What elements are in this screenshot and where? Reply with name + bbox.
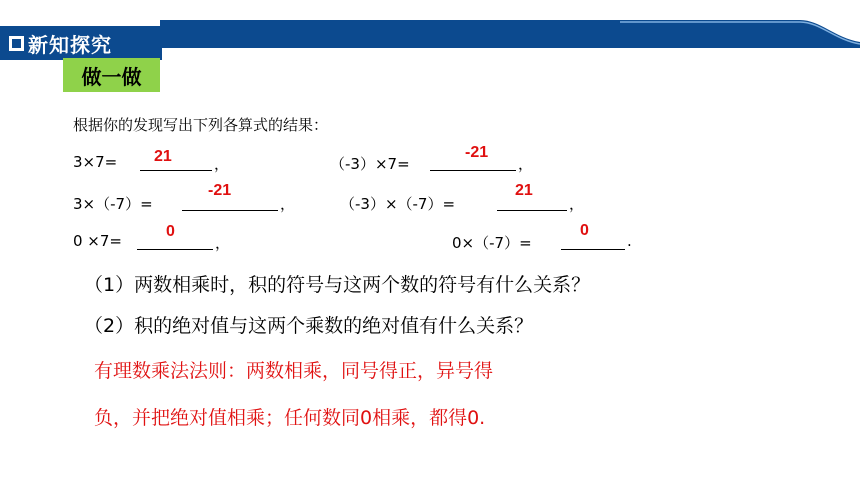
answer-value: -21: [208, 182, 232, 199]
answer-value: 0: [580, 222, 589, 239]
equation-tail: ，: [569, 195, 585, 213]
section-tab: [0, 26, 162, 60]
rule-line-2: 负，并把绝对值相乘；任何数同0相乘，都得0.: [94, 407, 486, 429]
equation-left: 0 ×7=: [73, 232, 122, 250]
activity-label: 做一做: [63, 58, 160, 92]
answer-blank: [140, 152, 212, 171]
equation-left: 0×（-7）=: [452, 234, 532, 252]
equation-tail: ，: [215, 234, 231, 252]
prompt-text: 根据你的发现写出下列各算式的结果：: [73, 116, 329, 134]
equation-tail: ，: [214, 155, 230, 173]
equation-tail: ，: [280, 195, 296, 213]
answer-value: -21: [465, 144, 489, 161]
square-icon: [9, 36, 24, 51]
question-2: （2）积的绝对值与这两个乘数的绝对值有什么关系？: [84, 315, 534, 337]
question-1: （1）两数相乘时，积的符号与这两个数的符号有什么关系？: [84, 274, 591, 296]
section-title: 新知探究: [28, 32, 112, 57]
equation-tail: .: [627, 232, 632, 250]
equation-left: 3×（-7）=: [73, 195, 153, 213]
answer-blank: [137, 231, 213, 250]
answer-blank: [561, 231, 625, 250]
header-curve-decoration: [620, 8, 860, 48]
equation-left: 3×7=: [73, 153, 118, 171]
answer-value: 21: [154, 148, 172, 165]
equation-left: （-3）×（-7）=: [340, 195, 456, 213]
equation-left: （-3）×7=: [330, 155, 410, 173]
rule-line-1: 有理数乘法法则：两数相乘，同号得正，异号得: [94, 360, 494, 382]
answer-value: 0: [166, 223, 175, 240]
equation-tail: ，: [518, 155, 534, 173]
answer-value: 21: [515, 182, 533, 199]
